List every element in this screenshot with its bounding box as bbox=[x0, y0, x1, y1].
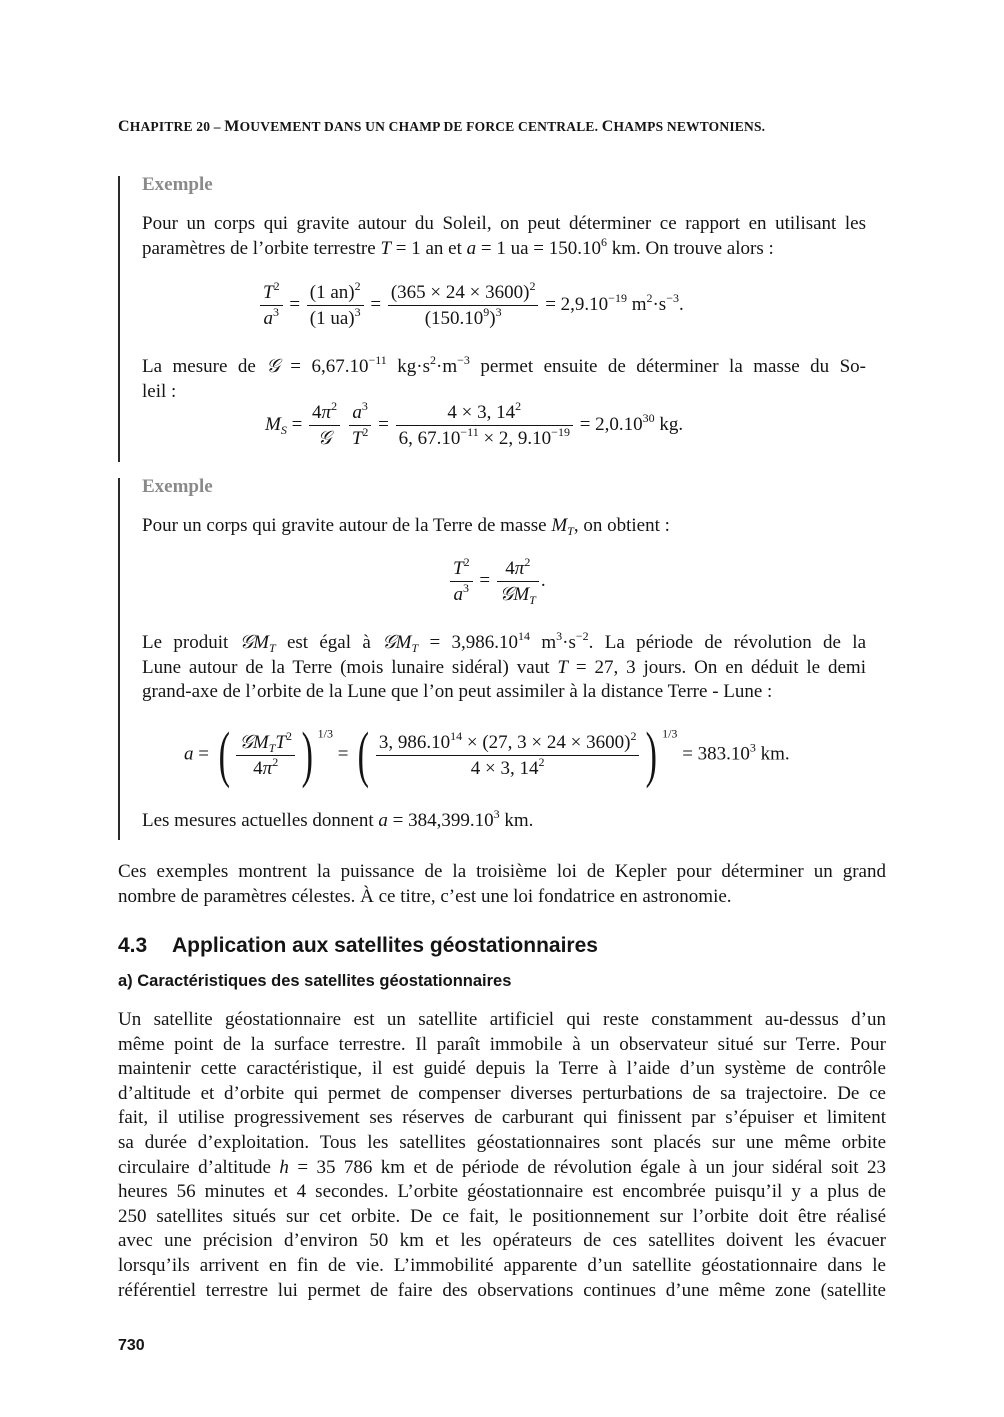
example-1-text: Pour un corps qui gravite autour du Soleil, on peut déterminer ce rapport en utilisant les paramètres de l’orbite terrestre T = 1 an et a = 1 ua = $150.10^6$ km. On trouve alors : bbox=[142, 213, 866, 259]
chapter-number: 20 bbox=[196, 119, 211, 134]
example-2-last-line: Les mesures actuelles donnent $a = 384,399.10^3$ km. bbox=[142, 807, 534, 831]
section-heading bbox=[118, 934, 598, 958]
example-2-intro: Pour un corps qui gravite autour de la Terre de masse $M_T$, on obtient : bbox=[142, 515, 670, 538]
page-number: 730 bbox=[118, 1337, 145, 1354]
example-2-text: Le produit 𝒢M$_T$ est égal à 𝒢M$_T$ = $3,986.10^{14}$ $m^3\cdot s^{-2}$. La période de révolution de la Lune autour de la Terre (mois lunaire sidéral) vaut T = 27, 3 jours. On en déduit le demi grand-axe de l’orbite de la Lune que l’on peut assimiler à la distance Terre - Lune : bbox=[142, 629, 867, 703]
running-header: CHAPITRE 20 – MOUVEMENT DANS UN CHAMP DE FORCE CENTRALE. CHAMPS NEWTONIENS. bbox=[118, 118, 766, 135]
example-1-title: Exemple bbox=[142, 174, 213, 195]
equation-kepler-earth: $\frac{T^2}{a^3}$ = $\frac{(1 an)^2}{(1 ua)^3}$ = $\frac{(365 \times 24 \times 3600)^2}{(150.10^9)^3}$ = $2,9.10^{-19}$ $m^2\cdot s^{-3}$. bbox=[258, 280, 684, 331]
example-box-2 bbox=[118, 478, 120, 840]
subsection-heading: a) Caractéristiques des satellites géostationnaires bbox=[118, 972, 512, 990]
equation-sun-mass: $M_S$ = $\frac{4\pi^2}{\text{𝒢}}$ $\frac{a^3}{T^2}$ = $\frac{4 \times 3, 14^2}{6, 67.10^{-11} \times 2, 9.10^{-19}}$ = $2,0.10^{30}$ kg. bbox=[265, 399, 684, 449]
example-2-title: Exemple bbox=[142, 476, 213, 497]
section-title: Application aux satellites géostationnaires bbox=[172, 934, 598, 957]
conclusion-paragraph: Ces exemples montrent la puissance de la troisième loi de Kepler pour déterminer un grand nombre de paramètres célestes. À ce titre, c’est une loi fondatrice en astronomie. bbox=[118, 861, 886, 907]
equation-moon-distance: a = ( $\frac{𝒢M_TT^2}{4\pi^2}$ ) $^{1/3}$ = ( $\frac{3, 986.10^{14} \times (27, 3 \times 24 \times 3600)^2}{4 \times 3, 14^2}$ ) $^{1/3} = 383.10^3$ km. bbox=[184, 721, 790, 789]
example-box-1 bbox=[118, 176, 120, 462]
example-1-mass-text: La mesure de 𝒢 = $6,67.10^{-11}$ $kg\cdot s^2\cdot m^{-3}$ permet ensuite de déterminer la masse du So- leil : bbox=[142, 353, 866, 402]
body-paragraph: Un satellite géostationnaire est un satellite artificiel qui reste constamment au-dessus d’un même point de la surface terrestre. Il paraît immobile à un observateur situé sur Terre. Pour maintenir cette caractéristique, il est guidé depuis la Terre à l’aide d’un système de contrôle d’altitude et d’orbite qui permet de compenser diverses perturbations de sa trajectoire. De ce fait, il utilise progressivement ses réserves de carburant qui finissent par s’épuiser et limitent sa durée d’exploitation. Tous les satellites géostationnaires sont placés sur une même orbite circulaire d’altitude h = 35 786 km et de période de révolution égale à un jour sidéral soit 23 heures 56 minutes et 4 secondes. L’orbite géostationnaire est encombrée puisqu’il y a plus de 250 satellites situés sur cet orbite. De ce fait, le positionnement sur l’orbite doit être réalisé avec une précision d’environ 50 km et les opérateurs de ces satellites doivent les évacuer lorsqu’ils arrivent en fin de vie. L’immobilité apparente d’un satellite géostationnaire dans le référentiel terrestre lui permet de faire des observations continues d’une même zone (satellite bbox=[118, 1009, 886, 1301]
equation-kepler-moon: $\frac{T^2}{a^3}$ = $\frac{4\pi^2}{𝒢M_T}$ . bbox=[448, 556, 546, 607]
section-number: 4.3 bbox=[118, 934, 148, 957]
